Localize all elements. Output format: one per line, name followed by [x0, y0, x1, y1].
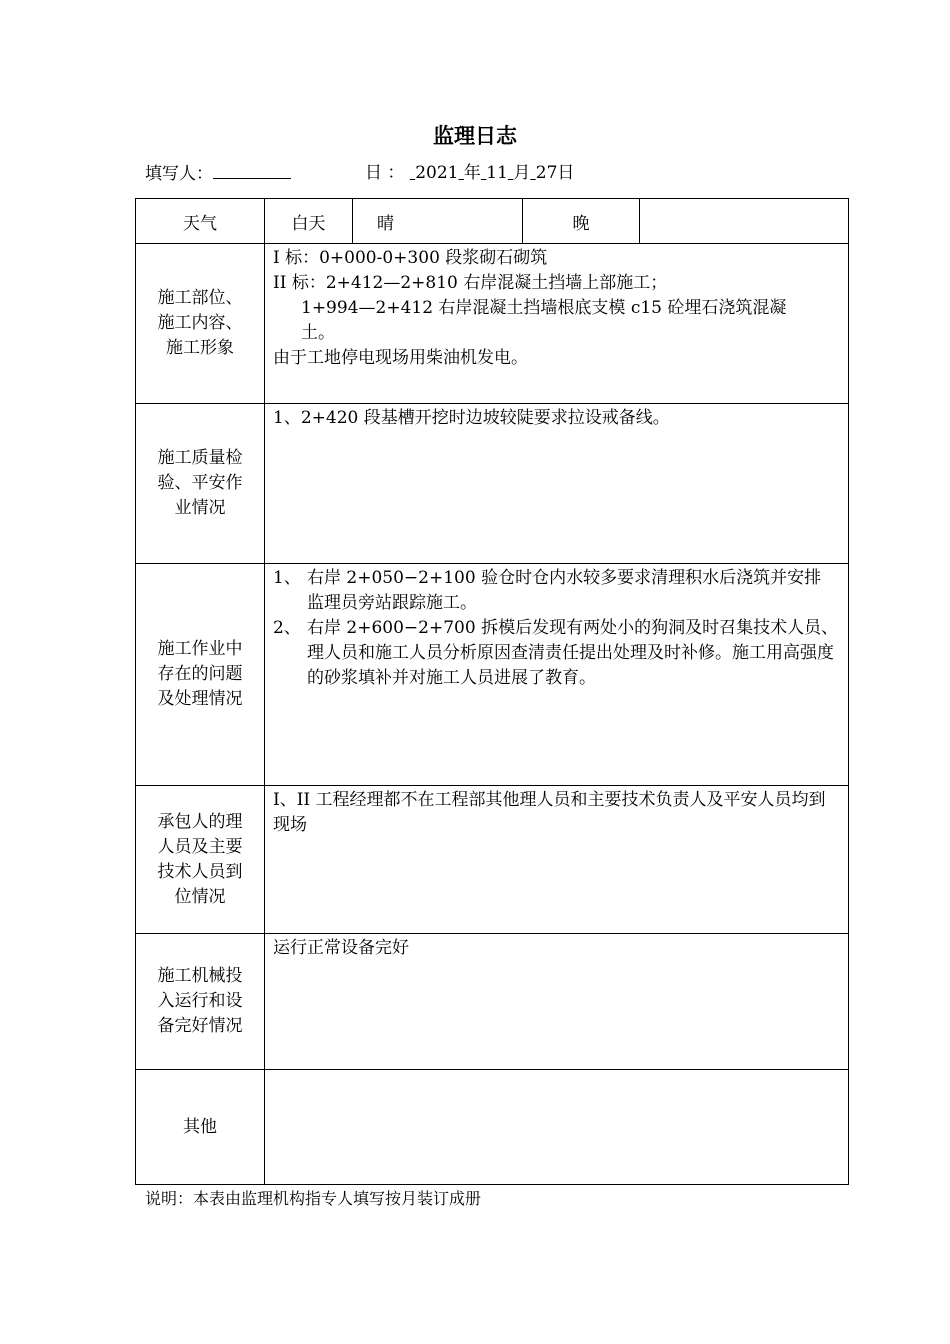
log-table [135, 198, 849, 1185]
date-day-value: 27 [535, 163, 558, 183]
table-row [136, 404, 849, 564]
date-month-value: 11 [486, 163, 508, 183]
list-item [273, 566, 840, 616]
list-item-number: 2、 [273, 618, 301, 638]
content-line: I、II 工程经理都不在工程部其他理人员和主要技术负责人及平安人员均到现场 [273, 790, 826, 835]
row-label-other: 其他 [136, 1070, 265, 1185]
writer-label: 填写人： [145, 164, 213, 184]
content-line: 1+994—2+412 右岸混凝土挡墙根底支模 c15 砼埋石浇筑混凝土。 [301, 298, 787, 343]
row-content-problems[interactable] [265, 564, 849, 786]
footer-note: 说明：本表由监理机构指专人填写按月装订成册 [145, 1189, 482, 1208]
row-content-quality[interactable] [265, 404, 849, 564]
row-label-machinery: 施工机械投入运行和设备完好情况 [136, 934, 265, 1070]
table-row [136, 934, 849, 1070]
date-year-value: 2021 [415, 163, 459, 183]
list-item-text: 右岸 2+050−2+100 验仓时仓内水较多要求清理积水后浇筑并安排监理员旁站跟踪施工。 [307, 568, 822, 613]
year-unit: 年 [463, 163, 481, 183]
day-unit: 日 [557, 163, 575, 183]
row-label-problems: 施工作业中存在的问题及处理情况 [136, 564, 265, 786]
list-item-text: 右岸 2+600−2+700 拆模后发现有两处小的狗洞及时召集技术人员、理人员和施工人员分析原因查清责任提出处理及时补修。施工用高强度的砂浆填补并对施工人员进展了教育。 [307, 618, 839, 688]
date-day[interactable] [530, 160, 557, 186]
content-line: II 标：2+412—2+810 右岸混凝土挡墙上部施工； [273, 273, 668, 293]
date-label: 日 ： [365, 163, 405, 183]
row-label-construction: 施工部位、施工内容、施工形象 [136, 244, 265, 404]
page-title: 监理日志 [433, 124, 517, 148]
date-year[interactable] [410, 160, 464, 186]
row-content-construction[interactable] [265, 244, 849, 404]
row-content-personnel[interactable] [265, 786, 849, 934]
weather-label: 天气 [136, 199, 265, 244]
header-line [145, 160, 845, 186]
month-unit: 月 [513, 163, 531, 183]
content-line: 由于工地停电现场用柴油机发电。 [273, 348, 528, 368]
weather-day-label: 白天 [265, 199, 353, 244]
row-content-other[interactable] [265, 1070, 849, 1185]
table-row [136, 244, 849, 404]
table-row [136, 564, 849, 786]
problem-list [273, 566, 840, 691]
row-label-quality: 施工质量检验、平安作业情况 [136, 404, 265, 564]
writer-field[interactable] [213, 160, 291, 179]
row-label-personnel: 承包人的理人员及主要技术人员到位情况 [136, 786, 265, 934]
content-line: 运行正常设备完好 [273, 938, 409, 958]
date-month[interactable] [481, 160, 513, 186]
weather-row [136, 199, 849, 244]
content-line: 1、2+420 段基槽开挖时边坡较陡要求拉设戒备线。 [273, 408, 670, 428]
weather-night-value[interactable] [640, 199, 849, 244]
table-row [136, 786, 849, 934]
date-line [365, 160, 574, 186]
list-item-number: 1、 [273, 568, 301, 588]
weather-day-value[interactable]: 晴 [353, 199, 523, 244]
table-row [136, 1070, 849, 1185]
row-content-machinery[interactable] [265, 934, 849, 1070]
content-line: I 标：0+000-0+300 段浆砌石砌筑 [273, 248, 548, 268]
list-item [273, 616, 840, 691]
weather-night-label: 晚 [523, 199, 640, 244]
